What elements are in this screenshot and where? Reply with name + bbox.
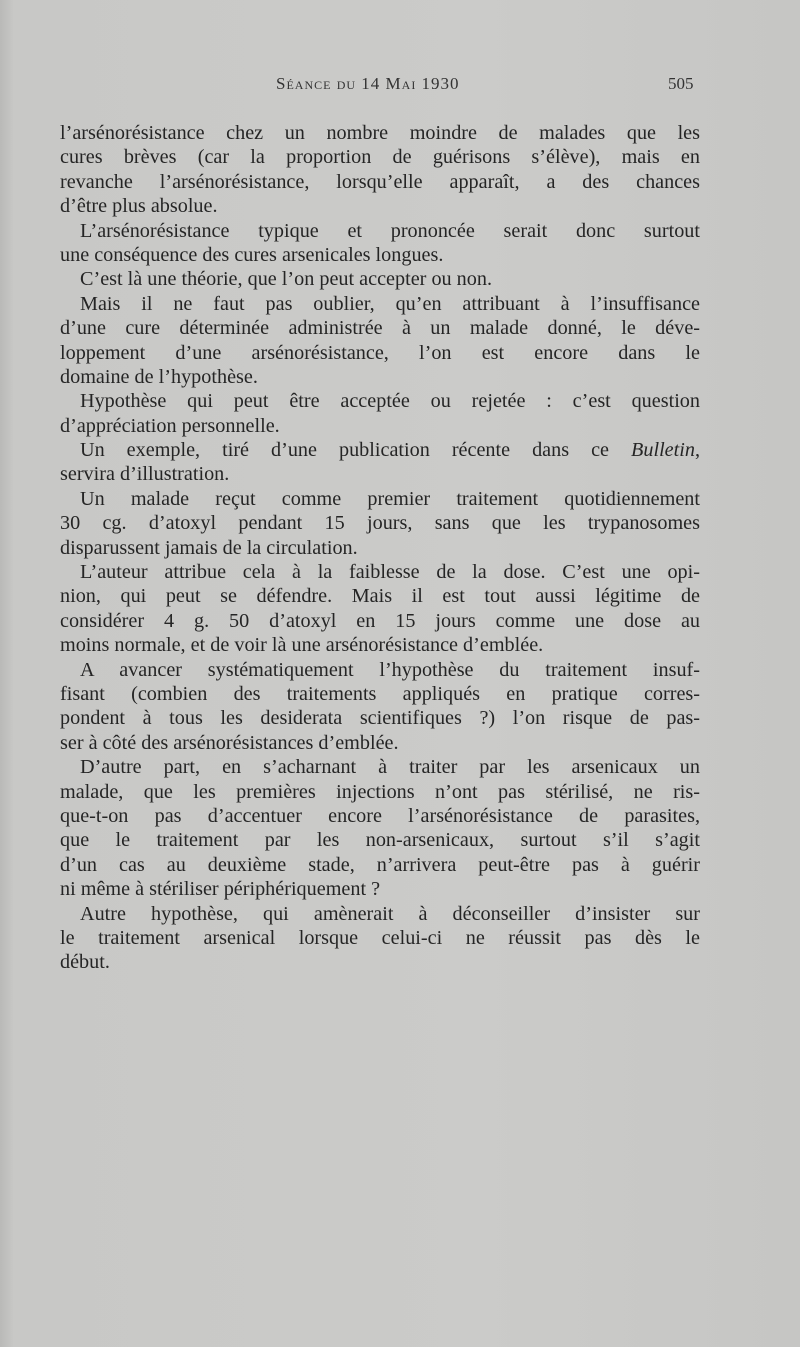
text-line xyxy=(60,487,700,511)
text-line-content: pondent à tous les desiderata scientifiques ?) l’on risque de pas- xyxy=(60,707,700,730)
text-line-content: que le traitement par les non-arsenicaux, surtout s’il s’agit xyxy=(60,829,700,852)
text-line xyxy=(60,755,700,779)
text-line-content: d’une cure déterminée administrée à un malade donné, le déve- xyxy=(60,317,700,340)
text-line xyxy=(60,731,700,755)
text-line-content: loppement d’une arsénorésistance, l’on est encore dans le xyxy=(60,341,700,364)
text-line-content: Autre hypothèse, qui amènerait à déconseiller d’insister sur xyxy=(80,902,700,925)
text-line xyxy=(60,877,700,901)
text-line xyxy=(60,950,700,974)
text-line-content: moins normale, et de voir là une arsénorésistance d’emblée. xyxy=(60,634,544,657)
text-line-content: Un exemple, tiré d’une publication récente dans ce xyxy=(80,439,632,462)
text-line xyxy=(60,780,700,804)
page-header xyxy=(0,74,800,98)
text-line-content: ni même à stériliser périphériquement ? xyxy=(60,878,381,901)
text-line xyxy=(60,804,700,828)
text-line-content: considérer 4 g. 50 d’atoxyl en 15 jours comme une dose au xyxy=(60,609,700,632)
text-line xyxy=(60,706,700,730)
text-line xyxy=(60,194,700,218)
italic-word: Bulletin xyxy=(631,439,695,462)
text-line-content: d’appréciation personnelle. xyxy=(60,414,280,437)
text-line-content: cures brèves (car la proportion de guérisons s’élève), mais en xyxy=(60,146,700,169)
text-line xyxy=(60,219,700,243)
text-line xyxy=(60,365,700,389)
text-line xyxy=(60,633,700,657)
text-line xyxy=(60,438,700,462)
text-line-content: Hypothèse qui peut être acceptée ou rejetée : c’est question xyxy=(80,390,700,413)
text-line xyxy=(60,682,700,706)
text-line-content: L’arsénorésistance typique et prononcée serait donc surtout xyxy=(80,219,700,242)
text-line-content: Un malade reçut comme premier traitement quotidiennement xyxy=(80,487,700,510)
text-line-content: début. xyxy=(60,951,110,974)
text-line xyxy=(60,584,700,608)
running-head: Séance du 14 Mai 1930 xyxy=(276,74,460,93)
text-line-content: servira d’illustration. xyxy=(60,463,230,486)
text-line xyxy=(60,267,700,291)
text-line-content: L’auteur attribue cela à la faiblesse de la dose. C’est une opi- xyxy=(80,561,700,584)
text-line-content: C’est là une théorie, que l’on peut accepter ou non. xyxy=(80,268,493,291)
text-line xyxy=(60,145,700,169)
text-line-content: d’être plus absolue. xyxy=(60,195,218,218)
text-line-content: ser à côté des arsénorésistances d’emblée. xyxy=(60,731,399,754)
text-line-content: que-t-on pas d’accentuer encore l’arsénorésistance de parasites, xyxy=(60,804,700,827)
text-line-content: nion, qui peut se défendre. Mais il est tout aussi légitime de xyxy=(60,585,700,608)
text-line-content: l’arsénorésistance chez un nombre moindre de malades que les xyxy=(60,122,700,144)
text-line-content: d’un cas au deuxième stade, n’arrivera peut-être pas à guérir xyxy=(60,853,700,876)
body-text xyxy=(60,121,700,975)
text-line xyxy=(60,926,700,950)
text-line xyxy=(60,414,700,438)
text-line xyxy=(60,853,700,877)
text-line xyxy=(60,536,700,560)
text-line xyxy=(60,389,700,413)
text-line-content: une conséquence des cures arsenicales longues. xyxy=(60,243,444,266)
text-line xyxy=(60,609,700,633)
page-number: 505 xyxy=(668,74,694,93)
text-line xyxy=(60,341,700,365)
text-line xyxy=(60,511,700,535)
text-line-content: Mais il ne faut pas oublier, qu’en attribuant à l’insuffisance xyxy=(80,292,700,315)
text-line xyxy=(60,902,700,926)
punctuation: , xyxy=(694,439,700,462)
text-line-content: domaine de l’hypothèse. xyxy=(60,365,258,388)
text-line-content: D’autre part, en s’acharnant à traiter par les arsenicaux un xyxy=(80,756,700,779)
text-line xyxy=(60,292,700,316)
text-line-content: A avancer systématiquement l’hypothèse du traitement insuf- xyxy=(80,658,700,681)
text-line-content: le traitement arsenical lorsque celui-ci ne réussit pas dès le xyxy=(60,926,700,949)
text-line-content: fisant (combien des traitements appliqués en pratique corres- xyxy=(60,682,700,705)
text-line xyxy=(60,658,700,682)
text-line-content: 30 cg. d’atoxyl pendant 15 jours, sans que les trypanosomes xyxy=(60,512,700,535)
text-line xyxy=(60,560,700,584)
text-line xyxy=(60,170,700,194)
text-line-content: malade, que les premières injections n’ont pas stérilisé, ne ris- xyxy=(60,780,700,803)
text-line-content: revanche l’arsénorésistance, lorsqu’elle apparaît, a des chances xyxy=(60,170,700,193)
text-line xyxy=(60,828,700,852)
text-line xyxy=(60,121,700,145)
text-line xyxy=(60,462,700,486)
text-line-content: disparussent jamais de la circulation. xyxy=(60,536,358,559)
text-line xyxy=(60,316,700,340)
text-line xyxy=(60,243,700,267)
